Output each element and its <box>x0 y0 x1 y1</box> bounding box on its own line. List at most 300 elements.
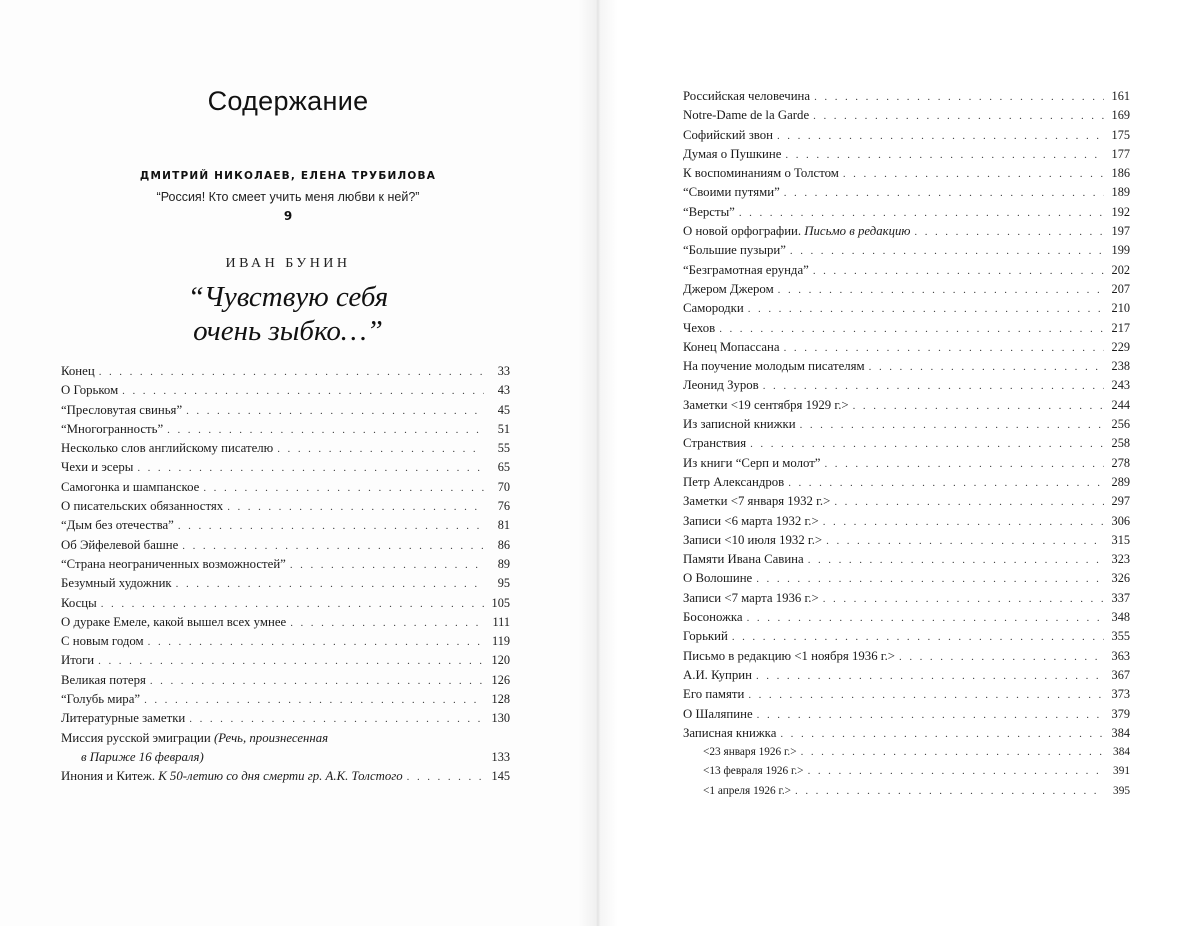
toc-entry-title <box>683 434 746 453</box>
toc-entry[interactable] <box>61 362 510 381</box>
toc-entry-text: Заметки <7 января 1932 г.> <box>683 494 831 509</box>
toc-entry-text: Босоножка <box>683 610 743 625</box>
toc-entry-title <box>703 743 797 762</box>
toc-entry-text: О писательских обязанностях <box>61 499 224 514</box>
toc-leader-dots <box>843 165 1104 183</box>
toc-entry-title <box>683 473 784 492</box>
toc-entry[interactable] <box>61 594 510 613</box>
toc-page-number: 119 <box>492 634 510 649</box>
toc-entry-text: Заметки <19 сентября 1929 г.> <box>683 397 849 412</box>
toc-page-number: 202 <box>1111 262 1130 277</box>
toc-entry[interactable] <box>61 767 510 786</box>
toc-entry-text: Записи <10 июля 1932 г.> <box>683 532 823 547</box>
toc-entry-title <box>683 627 728 646</box>
toc-entry-title <box>683 87 810 106</box>
toc-entry-text: Письмо в редакцию <1 ноября 1936 г.> <box>683 648 896 663</box>
toc-leader-dots <box>182 537 484 555</box>
toc-entry-text: Самородки <box>683 301 744 316</box>
toc-leader-dots <box>834 493 1104 511</box>
toc-leader-dots <box>777 127 1104 145</box>
toc-leader-dots <box>122 382 484 400</box>
toc-entry-text: <13 февраля 1926 г.> <box>703 765 804 778</box>
toc-page-number: 278 <box>1111 455 1130 470</box>
toc-leader-dots <box>780 725 1104 743</box>
toc-page-number: 337 <box>1111 590 1130 605</box>
toc-leader-dots <box>748 300 1104 318</box>
toc-entry[interactable] <box>683 280 1130 299</box>
toc-page-number: 126 <box>491 672 510 687</box>
toc-entry-text: Его памяти <box>683 687 745 702</box>
toc-entry-title <box>61 651 94 670</box>
toc-entry-title <box>61 709 185 728</box>
toc-page-number: 169 <box>1111 108 1130 123</box>
toc-leader-dots <box>167 421 484 439</box>
toc-entry[interactable] <box>683 724 1130 743</box>
toc-entry[interactable] <box>683 164 1130 183</box>
toc-entry-text: Леонид Зуров <box>683 378 759 393</box>
toc-entry-subtitle: Письмо в редакцию <box>804 224 911 239</box>
toc-entry-title <box>683 550 804 569</box>
toc-entry[interactable] <box>683 782 1130 801</box>
toc-entry[interactable] <box>61 478 510 497</box>
toc-entry-text: Из записной книжки <box>683 417 796 432</box>
toc-entry[interactable] <box>61 690 510 709</box>
toc-entry[interactable] <box>683 608 1130 627</box>
toc-page-number: 186 <box>1111 166 1130 181</box>
toc-page-number: 86 <box>497 537 510 552</box>
toc-entry-title <box>61 729 328 748</box>
toc-entry[interactable] <box>683 357 1130 376</box>
section-title-line-1: “Чувствую себя <box>187 281 389 313</box>
toc-entry[interactable] <box>61 555 510 574</box>
toc-leader-dots <box>785 146 1104 164</box>
toc-entry[interactable] <box>61 536 510 555</box>
contents-title: Содержание <box>207 86 369 116</box>
toc-entry-text: Конец <box>61 364 95 378</box>
toc-entry[interactable] <box>683 434 1130 453</box>
toc-entry-text: О дураке Емеле, какой вышел всех умнее <box>61 614 287 629</box>
toc-entry-title <box>683 666 752 685</box>
toc-entry[interactable] <box>61 729 510 748</box>
toc-right-list <box>683 87 1130 801</box>
toc-page-number: 379 <box>1111 706 1130 721</box>
toc-entry-title <box>683 280 774 299</box>
toc-entry-title <box>61 516 174 535</box>
toc-leader-dots <box>407 768 484 786</box>
toc-leader-dots <box>176 575 484 593</box>
toc-entry-title <box>683 299 744 318</box>
toc-entry-title <box>683 222 910 241</box>
toc-entry[interactable] <box>683 762 1130 781</box>
toc-entry-text: “Дым без отечества” <box>61 518 174 533</box>
toc-leader-dots <box>148 633 484 651</box>
toc-entry[interactable] <box>683 512 1130 531</box>
toc-entry[interactable] <box>683 222 1130 241</box>
toc-entry-text: Конец Мопассана <box>683 339 780 354</box>
toc-entry-text: “Безграмотная ерунда” <box>683 262 809 277</box>
toc-page-number: 367 <box>1111 667 1130 682</box>
toc-entry[interactable] <box>683 569 1130 588</box>
toc-page-number: 55 <box>497 441 510 456</box>
toc-entry[interactable] <box>683 647 1130 666</box>
toc-entry-text: “Своими путями” <box>683 185 780 200</box>
toc-entry-title <box>683 589 819 608</box>
toc-leader-dots <box>824 455 1104 473</box>
toc-entry-text: Несколько слов английскому писателю <box>61 441 274 456</box>
toc-entry-continuation[interactable] <box>61 748 510 767</box>
toc-leader-dots <box>189 710 484 728</box>
toc-entry[interactable] <box>683 87 1130 106</box>
toc-leader-dots <box>144 691 484 709</box>
toc-entry-title <box>683 454 820 473</box>
toc-entry[interactable] <box>683 319 1130 338</box>
toc-entry-text: <1 апреля 1926 г.> <box>703 784 792 797</box>
toc-leader-dots <box>178 517 484 535</box>
toc-page-number: 45 <box>497 402 510 417</box>
toc-entry[interactable] <box>683 685 1130 704</box>
toc-entry[interactable] <box>683 627 1130 646</box>
toc-page-number: 243 <box>1111 378 1130 393</box>
toc-leader-dots <box>732 628 1104 646</box>
toc-page-number: 95 <box>497 576 510 591</box>
toc-entry-text: Памяти Ивана Савина <box>683 552 804 567</box>
toc-entry-text: <23 января 1926 г.> <box>703 746 797 759</box>
toc-entry-subtitle: в Париже 16 февраля) <box>81 749 204 764</box>
toc-entry-title <box>61 381 118 400</box>
toc-entry-title <box>683 261 809 280</box>
toc-entry-title <box>703 762 804 781</box>
toc-entry-text: К воспоминаниям о Толстом <box>683 166 839 181</box>
toc-entry-title <box>683 415 796 434</box>
toc-entry-title <box>61 613 286 632</box>
toc-page-number: 238 <box>1111 359 1130 374</box>
toc-leader-dots <box>756 570 1104 588</box>
toc-entry-text: А.И. Куприн <box>683 667 752 682</box>
section-title-line-2: очень зыбко…” <box>193 315 383 347</box>
toc-entry-text: О новой орфографии. <box>683 224 802 239</box>
toc-leader-dots <box>747 609 1104 627</box>
toc-leader-dots <box>853 397 1104 415</box>
toc-entry[interactable] <box>61 671 510 690</box>
toc-leader-dots <box>756 667 1104 685</box>
toc-entry[interactable] <box>61 632 510 651</box>
toc-leader-dots <box>150 672 484 690</box>
toc-entry-title <box>61 767 403 786</box>
toc-entry-text: “Большие пузыри” <box>683 243 786 258</box>
toc-entry-title <box>61 401 182 420</box>
toc-page-number: 177 <box>1111 146 1130 161</box>
toc-page-number: 384 <box>1111 725 1130 740</box>
toc-entry-text: Записи <7 марта 1936 г.> <box>683 590 819 605</box>
toc-leader-dots <box>277 440 484 458</box>
toc-leader-dots <box>808 551 1104 569</box>
toc-entry[interactable] <box>61 439 510 458</box>
toc-entry-title <box>703 782 791 801</box>
toc-entry-subtitle: (Речь, произнесенная <box>213 730 329 745</box>
toc-page-number: 363 <box>1111 648 1130 663</box>
toc-entry-title <box>683 569 752 588</box>
toc-entry-text: Самогонка и шампанское <box>61 479 200 494</box>
toc-page-number: 384 <box>1113 746 1130 759</box>
toc-page-number: 161 <box>1111 89 1130 103</box>
toc-entry-title <box>61 690 140 709</box>
toc-leader-dots <box>763 377 1104 395</box>
toc-entry-text: Думая о Пушкине <box>683 146 782 161</box>
toc-page-number: 395 <box>1113 784 1130 797</box>
toc-entry-text: “Версты” <box>683 204 735 219</box>
toc-entry-title <box>61 555 286 574</box>
toc-entry-title <box>683 512 819 531</box>
toc-page-number: 192 <box>1111 204 1130 219</box>
toc-entry-title <box>683 106 809 125</box>
toc-entry[interactable] <box>683 705 1130 724</box>
toc-entry-text: Миссия русской эмиграции <box>61 730 211 745</box>
toc-leader-dots <box>290 614 484 632</box>
toc-leader-dots <box>823 513 1104 531</box>
toc-page-number: 210 <box>1111 301 1130 316</box>
section-title <box>0 280 576 348</box>
toc-page-number: 51 <box>497 421 510 436</box>
toc-page-number: 244 <box>1111 397 1130 412</box>
toc-page-number: 315 <box>1111 532 1130 547</box>
toc-entry-title <box>683 531 822 550</box>
toc-entry[interactable] <box>683 106 1130 125</box>
toc-entry-title <box>683 685 744 704</box>
toc-left-list <box>61 362 510 787</box>
toc-entry-title <box>683 608 743 627</box>
toc-leader-dots <box>186 402 484 420</box>
toc-page-number: 189 <box>1111 185 1130 200</box>
toc-entry-title <box>683 376 759 395</box>
toc-page-number: 133 <box>491 749 510 764</box>
toc-entry-text: Записная книжка <box>683 725 777 740</box>
left-page <box>0 0 598 926</box>
toc-entry-text: Российская человечина <box>683 89 811 103</box>
toc-page-number: 373 <box>1111 687 1130 702</box>
toc-leader-dots <box>750 435 1104 453</box>
toc-entry-title <box>683 357 865 376</box>
toc-entry-text: На поучение молодым писателям <box>683 359 865 374</box>
toc-page-number: 81 <box>497 518 510 533</box>
toc-entry-title <box>683 241 786 260</box>
toc-entry-title <box>61 439 273 458</box>
toc-entry[interactable] <box>683 203 1130 222</box>
toc-leader-dots <box>227 498 484 516</box>
toc-entry-text: “Страна неограниченных возможностей” <box>61 556 286 571</box>
toc-entry-title <box>61 362 95 381</box>
toc-entry-title <box>61 536 178 555</box>
toc-entry-title <box>683 338 780 357</box>
toc-leader-dots <box>813 107 1104 125</box>
toc-page-number: 207 <box>1111 281 1130 296</box>
toc-entry-text: Великая потеря <box>61 672 146 687</box>
toc-leader-dots <box>719 320 1104 338</box>
toc-page-number: 326 <box>1111 571 1130 586</box>
toc-page-number: 348 <box>1111 610 1130 625</box>
toc-page-number: 43 <box>497 383 510 398</box>
toc-leader-dots <box>914 223 1104 241</box>
toc-entry-title <box>683 319 715 338</box>
toc-entry[interactable] <box>61 401 510 420</box>
toc-page-number: 323 <box>1111 552 1130 567</box>
toc-leader-dots <box>788 474 1104 492</box>
toc-leader-dots <box>757 706 1104 724</box>
toc-entry-title <box>61 420 163 439</box>
toc-leader-dots <box>814 88 1104 106</box>
toc-entry-title <box>61 458 133 477</box>
toc-entry[interactable] <box>61 613 510 632</box>
toc-entry-text: Литературные заметки <box>61 711 186 726</box>
toc-entry[interactable] <box>61 381 510 400</box>
toc-entry-title <box>61 497 223 516</box>
toc-entry-text: Косцы <box>61 595 97 610</box>
toc-entry[interactable] <box>683 492 1130 511</box>
toc-entry[interactable] <box>683 415 1130 434</box>
toc-page-number: 33 <box>497 364 510 378</box>
toc-entry[interactable] <box>683 473 1130 492</box>
toc-entry-title <box>683 126 773 145</box>
toc-entry[interactable] <box>683 454 1130 473</box>
toc-entry[interactable] <box>683 376 1130 395</box>
toc-entry-text: Безумный художник <box>61 576 172 591</box>
toc-leader-dots <box>290 556 484 574</box>
toc-entry-title <box>683 145 781 164</box>
toc-page-number: 355 <box>1111 629 1130 644</box>
toc-leader-dots <box>813 262 1104 280</box>
toc-leader-dots <box>739 204 1104 222</box>
toc-entry-title <box>683 705 753 724</box>
toc-leader-dots <box>101 595 484 613</box>
toc-entry-text: “Многогранность” <box>61 421 164 436</box>
toc-entry[interactable] <box>683 126 1130 145</box>
toc-entry-text: “Пресловутая свинья” <box>61 402 183 417</box>
toc-page-number: 199 <box>1111 243 1130 258</box>
toc-leader-dots <box>137 459 484 477</box>
toc-page-number: 89 <box>497 556 510 571</box>
toc-entry[interactable] <box>683 145 1130 164</box>
intro-block <box>0 168 576 225</box>
right-page <box>598 0 1197 926</box>
toc-entry-title <box>61 594 97 613</box>
toc-leader-dots <box>808 762 1104 781</box>
toc-entry-text: Чехов <box>683 320 716 335</box>
toc-entry-text: Петр Александров <box>683 474 785 489</box>
toc-page-number: 65 <box>497 460 510 475</box>
toc-entry[interactable] <box>683 531 1130 550</box>
toc-entry-text: Инония и Китеж. <box>61 769 156 784</box>
toc-entry[interactable] <box>61 516 510 535</box>
toc-entry[interactable] <box>683 589 1130 608</box>
toc-entry-title <box>61 671 146 690</box>
toc-entry[interactable] <box>683 241 1130 260</box>
toc-entry[interactable] <box>683 338 1130 357</box>
toc-entry-text: Горький <box>683 629 728 644</box>
toc-leader-dots <box>790 242 1104 260</box>
toc-entry-title <box>61 478 199 497</box>
toc-entry[interactable] <box>683 261 1130 280</box>
toc-entry-subtitle: К 50-летию со дня смерти гр. А.К. Толстого <box>158 769 403 784</box>
toc-entry-text: Из книги “Серп и молот” <box>683 455 821 470</box>
toc-entry-title <box>683 203 735 222</box>
toc-entry-title <box>683 183 780 202</box>
toc-entry-text: Записи <6 марта 1932 г.> <box>683 513 819 528</box>
toc-entry[interactable] <box>683 299 1130 318</box>
toc-page-number: 306 <box>1111 513 1130 528</box>
toc-entry-title <box>683 396 849 415</box>
toc-page-number: 120 <box>491 653 510 668</box>
toc-entry[interactable] <box>61 574 510 593</box>
toc-page-number: 128 <box>491 692 510 707</box>
toc-entry-text: Об Эйфелевой башне <box>61 537 179 552</box>
toc-entry[interactable] <box>61 497 510 516</box>
toc-page-number: 289 <box>1111 474 1130 489</box>
intro-page-number: 9 <box>283 209 293 223</box>
toc-entry-text: Итоги <box>61 653 95 668</box>
toc-leader-dots <box>823 590 1104 608</box>
intro-quote: “Россия! Кто смеет учить меня любви к ней?” <box>156 190 420 204</box>
toc-leader-dots <box>899 648 1104 666</box>
toc-entry[interactable] <box>61 709 510 728</box>
toc-entry-title <box>683 647 895 666</box>
toc-leader-dots <box>801 743 1104 762</box>
toc-leader-dots <box>748 686 1104 704</box>
toc-entry-title <box>683 492 830 511</box>
toc-entry-title <box>61 574 172 593</box>
toc-leader-dots <box>778 281 1104 299</box>
toc-leader-dots <box>784 184 1104 202</box>
toc-entry-text: О Волошине <box>683 571 753 586</box>
toc-page-number: 175 <box>1111 127 1130 142</box>
toc-entry-text: “Голубь мира” <box>61 692 141 707</box>
toc-entry-text: Странствия <box>683 436 747 451</box>
toc-leader-dots <box>826 532 1104 550</box>
toc-page-number: 76 <box>497 499 510 514</box>
toc-page-number: 105 <box>491 595 510 610</box>
toc-entry-text: Джером Джером <box>683 281 774 296</box>
toc-entry[interactable] <box>61 458 510 477</box>
toc-page-number: 111 <box>492 614 510 629</box>
toc-entry-text: Notre-Dame de la Garde <box>683 108 810 123</box>
toc-entry[interactable] <box>61 420 510 439</box>
toc-entry[interactable] <box>683 183 1130 202</box>
toc-entry-title <box>683 164 839 183</box>
toc-entry-title <box>683 724 776 743</box>
toc-page-number: 217 <box>1111 320 1130 335</box>
toc-leader-dots <box>795 782 1104 801</box>
book-gutter <box>578 0 618 926</box>
intro-authors: ДМИТРИЙ НИКОЛАЕВ, ЕЛЕНА ТРУБИЛОВА <box>139 170 437 182</box>
toc-entry-text: С новым годом <box>61 634 144 649</box>
toc-entry[interactable] <box>683 743 1130 762</box>
toc-entry[interactable] <box>61 651 510 670</box>
toc-entry[interactable] <box>683 666 1130 685</box>
toc-entry[interactable] <box>683 550 1130 569</box>
toc-page-number: 197 <box>1111 224 1130 239</box>
toc-leader-dots <box>869 358 1104 376</box>
toc-leader-dots <box>99 363 484 381</box>
toc-page-number: 258 <box>1111 436 1130 451</box>
toc-entry-text: О Шаляпине <box>683 706 753 721</box>
toc-leader-dots <box>784 339 1104 357</box>
toc-entry-text: Софийский звон <box>683 127 773 142</box>
toc-page-number: 130 <box>491 711 510 726</box>
toc-entry[interactable] <box>683 396 1130 415</box>
toc-page-number: 256 <box>1111 417 1130 432</box>
toc-leader-dots <box>203 479 484 497</box>
toc-page-number: 145 <box>491 769 510 784</box>
toc-page-number: 391 <box>1113 765 1130 778</box>
toc-entry-text: О Горьком <box>61 383 119 398</box>
